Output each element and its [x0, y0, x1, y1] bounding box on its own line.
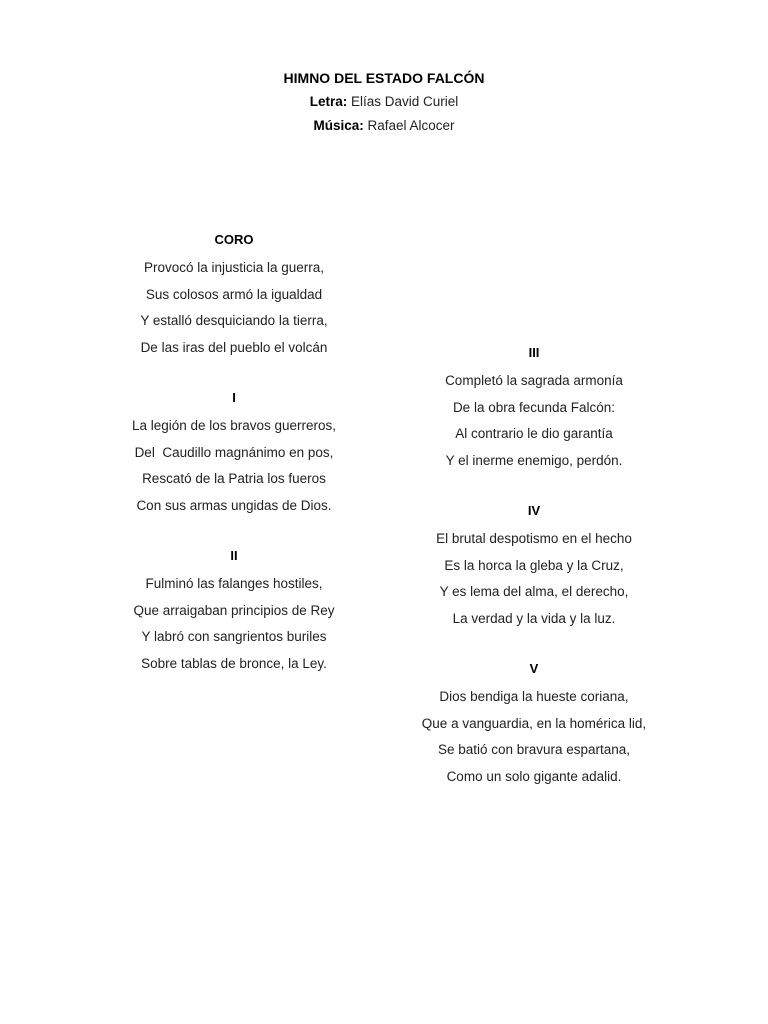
verse-line: Y es lema del alma, el derecho, [439, 584, 629, 599]
verse-line: Dios bendiga la hueste coriana, [439, 689, 629, 704]
verse-line: Fulminó las falanges hostiles, [145, 576, 323, 591]
stanza-ii [74, 545, 394, 677]
verse-line: Y el inerme enemigo, perdón. [445, 452, 623, 468]
verse-line: El brutal despotismo en el hecho [436, 531, 632, 546]
music-credit [0, 114, 768, 138]
stanza-title: V [529, 661, 539, 676]
stanza-v [374, 658, 694, 790]
verse-line: La verdad y la vida y la luz. [452, 610, 616, 626]
verse-line: Con sus armas ungidas de Dios. [136, 497, 332, 513]
verse-line: Del Caudillo magnánimo en pos, [134, 444, 334, 460]
verse-line: Es la horca la gleba y la Cruz, [444, 557, 624, 573]
verse-line: Y labró con sangrientos buriles [141, 629, 327, 644]
verse-line: Que arraigaban principios de Rey [133, 602, 335, 618]
anthem-title: HIMNO DEL ESTADO FALCÓN [283, 70, 485, 86]
document-header [0, 66, 768, 138]
stanza-title: III [528, 345, 540, 360]
verse-line: Y estalló desquiciando la tierra, [140, 313, 328, 328]
stanza-title: I [232, 390, 236, 405]
verse-line: Como un solo gigante adalid. [446, 768, 622, 784]
stanza-i [74, 387, 394, 519]
verse-line: Rescató de la Patria los fueros [142, 471, 326, 486]
verse-line: De la obra fecunda Falcón: [452, 399, 616, 415]
verse-line: La legión de los bravos guerreros, [131, 418, 337, 433]
verse-line: Provocó la injusticia la guerra, [143, 260, 325, 275]
stanza-iii [374, 342, 694, 474]
stanza-coro [74, 229, 394, 361]
verse-line: Se batió con bravura espartana, [437, 742, 631, 757]
verse-line: Al contrario le dio garantía [455, 426, 613, 441]
lyrics-label: Letra: [309, 94, 348, 109]
right-column [374, 342, 694, 816]
verse-line: Sus colosos armó la igualdad [145, 286, 323, 302]
verse-line: Completó la sagrada armonía [445, 373, 623, 388]
stanza-iv [374, 500, 694, 632]
lyrics-credit [0, 90, 768, 114]
stanza-title: II [230, 548, 238, 563]
music-author: Rafael Alcocer [367, 118, 455, 133]
verse-line: Que a vanguardia, en la homérica lid, [421, 715, 647, 731]
lyrics-author: Elías David Curiel [350, 94, 459, 109]
music-label: Música: [313, 118, 364, 133]
verse-line: Sobre tablas de bronce, la Ley. [141, 655, 327, 671]
left-column [74, 229, 394, 703]
stanza-title: IV [527, 503, 541, 518]
verse-line: De las iras del pueblo el volcán [140, 339, 328, 355]
stanza-title: CORO [214, 232, 254, 247]
